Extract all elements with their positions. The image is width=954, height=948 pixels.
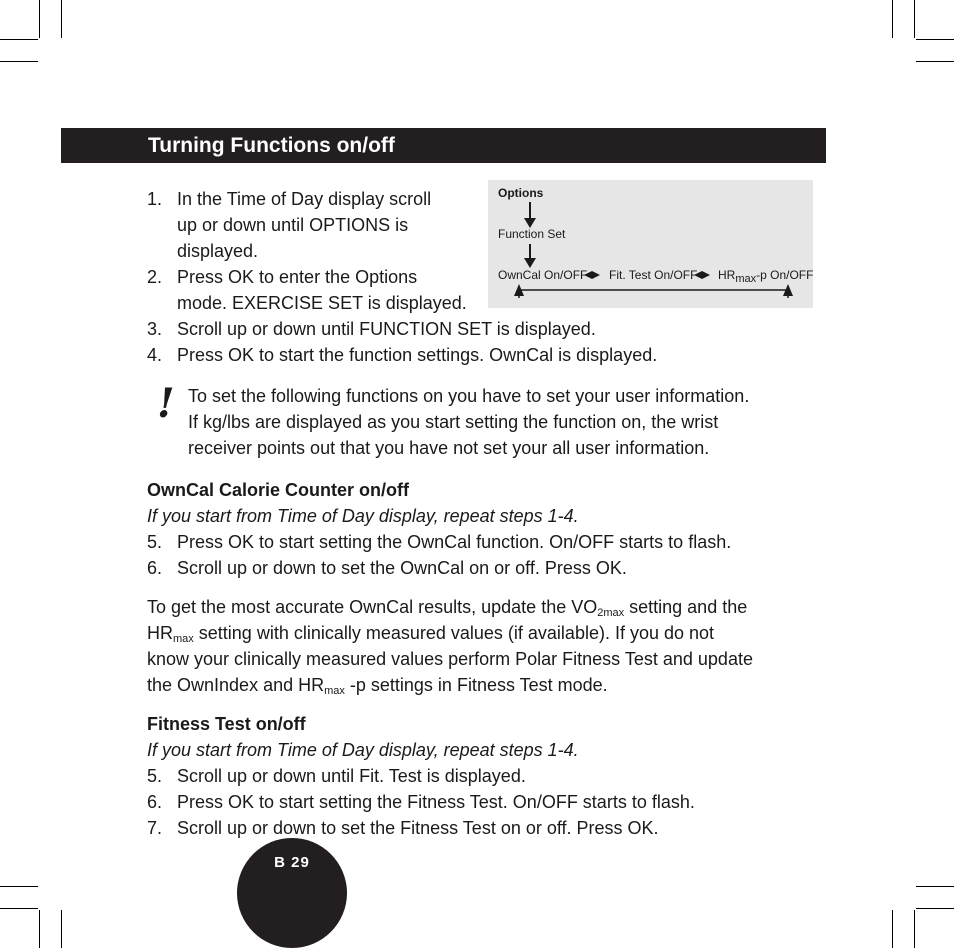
step-text: up or down until OPTIONS is [177, 215, 409, 235]
diagram-options-label: Options [498, 186, 544, 200]
note-text: If kg/lbs are displayed as you start setting the function on, the wrist [188, 412, 719, 432]
crop-mark [0, 908, 38, 909]
crop-mark [61, 0, 62, 38]
step-text: In the Time of Day display scroll [177, 189, 432, 209]
crop-mark [916, 61, 954, 62]
loop-line [519, 290, 788, 298]
fitness-subheading: If you start from Time of Day display, repeat steps 1-4. [147, 740, 579, 760]
page-number-badge [237, 838, 347, 948]
step-text: Scroll up or down until Fit. Test is displayed. [177, 766, 526, 786]
step-number: 3. [147, 319, 163, 339]
diagram-fittest-label: Fit. Test On/OFF [609, 268, 698, 282]
crop-mark [0, 61, 38, 62]
owncal-paragraph-line: $HR_{max}$ setting with clinically measured values (if available). If you do not [147, 623, 715, 645]
crop-mark [892, 0, 893, 38]
crop-mark [39, 0, 40, 38]
step-text: Press OK to start setting the Fitness Test. On/OFF starts to flash. [177, 792, 695, 812]
step-number: 2. [147, 267, 163, 287]
step-number: 1. [147, 189, 163, 209]
crop-mark [61, 910, 62, 948]
diagram-hrmax-label: $HR_{max}-p$ On/OFF [718, 268, 814, 285]
owncal-paragraph-line: know your clinically measured values perform Polar Fitness Test and update [147, 649, 753, 669]
double-arrow-icon [592, 271, 600, 279]
down-arrow-icon [524, 258, 536, 268]
crop-mark [916, 886, 954, 887]
step-text: displayed. [177, 241, 259, 261]
note-text: receiver points out that you have not set your all user information. [188, 438, 710, 458]
diagram-function-set-label: Function Set [498, 227, 566, 241]
step-text: Press OK to enter the Options [177, 267, 418, 287]
step-text: Press OK to start setting the OwnCal function. On/OFF starts to flash. [177, 532, 732, 552]
step-text: Scroll up or down to set the Fitness Test on or off. Press OK. [177, 818, 659, 838]
page-number: B 29 [274, 854, 310, 871]
crop-mark [916, 39, 954, 40]
step-text: mode. EXERCISE SET is displayed. [177, 293, 467, 313]
owncal-subheading: If you start from Time of Day display, repeat steps 1-4. [147, 506, 579, 526]
crop-mark [914, 0, 915, 38]
section-header-bar [61, 128, 826, 163]
step-number: 4. [147, 345, 163, 365]
step-number: 5. [147, 532, 163, 552]
crop-mark [892, 910, 893, 948]
section-title: Turning Functions on/off [148, 134, 395, 157]
crop-mark [0, 886, 38, 887]
owncal-heading: OwnCal Calorie Counter on/off [147, 480, 410, 500]
owncal-paragraph-line: To get the most accurate OwnCal results, update the $VO_{2max}$ setting and the [147, 597, 748, 619]
step-text: Scroll up or down until FUNCTION SET is displayed. [177, 319, 596, 339]
fitness-heading: Fitness Test on/off [147, 714, 306, 734]
diagram-owncal-label: OwnCal On/OFF [498, 268, 588, 282]
crop-mark [39, 910, 40, 948]
note-text: To set the following functions on you have to set your user information. [188, 386, 750, 406]
options-menu-diagram [488, 180, 813, 308]
step-text: Press OK to start the function settings. OwnCal is displayed. [177, 345, 658, 365]
exclamation-icon: ! [157, 380, 175, 427]
double-arrow-icon [702, 271, 710, 279]
crop-mark [914, 910, 915, 948]
step-number: 6. [147, 792, 163, 812]
step-number: 6. [147, 558, 163, 578]
crop-mark [0, 39, 38, 40]
step-number: 7. [147, 818, 163, 838]
crop-mark [916, 908, 954, 909]
step-number: 5. [147, 766, 163, 786]
step-text: Scroll up or down to set the OwnCal on or off. Press OK. [177, 558, 627, 578]
owncal-paragraph-line: the OwnIndex and $HR_{max}$ -p settings in Fitness Test mode. [147, 675, 608, 697]
